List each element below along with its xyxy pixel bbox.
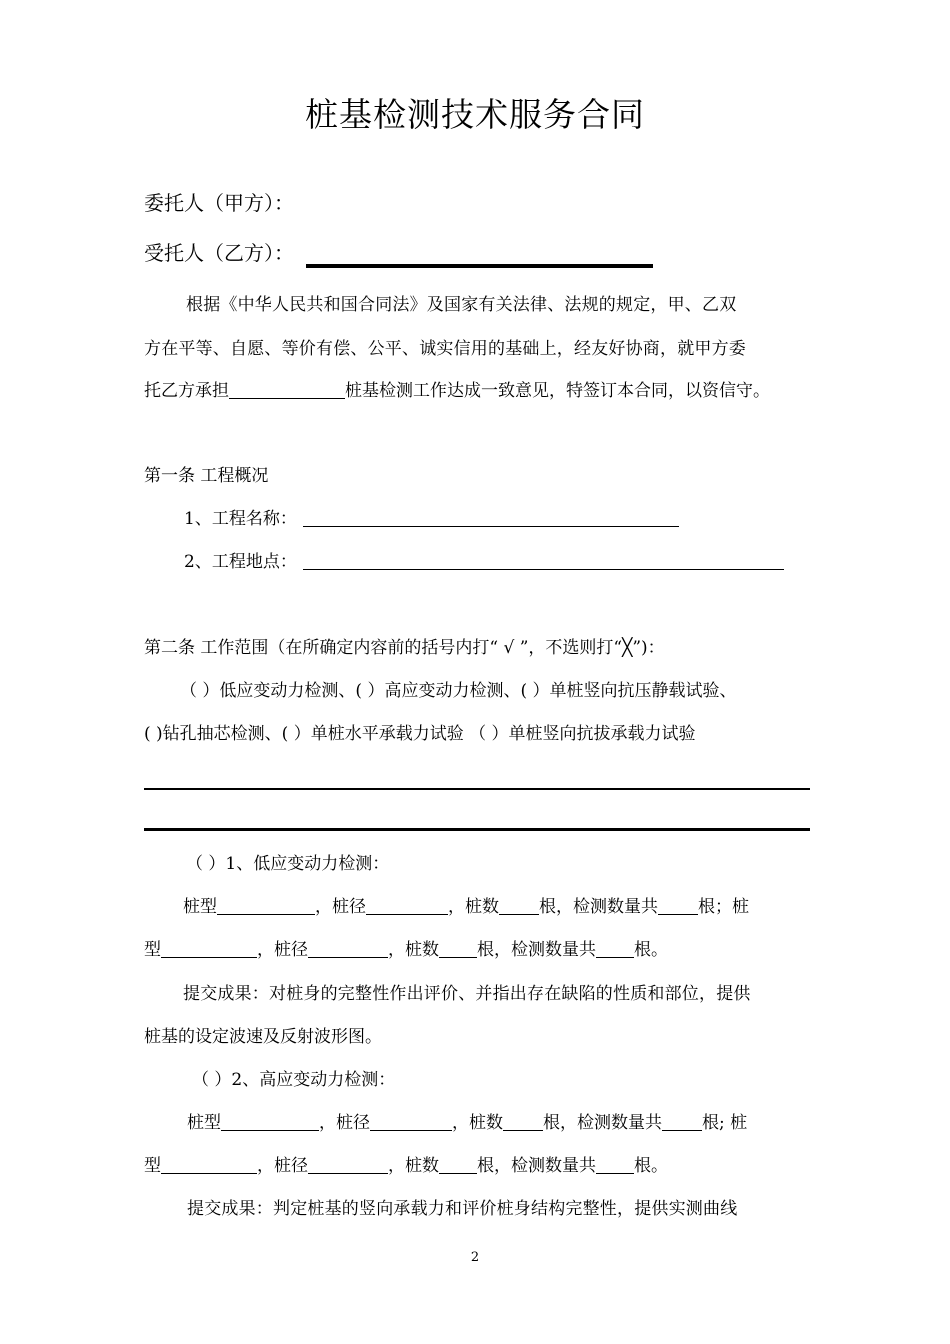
scope-options-line-1[interactable]: （ ）低应变动力检测、( ）高应变动力检测、( ）单桩竖向抗压静载试验、 bbox=[180, 681, 737, 701]
article2-heading: 第二条 工作范围（在所确定内容前的括号内打“ √ ”，不选则打“╳”)： bbox=[144, 638, 665, 658]
project-scope-blank[interactable] bbox=[229, 380, 345, 399]
row-end-label-4: 根。 bbox=[634, 1156, 668, 1176]
pile-diameter-field-2[interactable] bbox=[308, 939, 388, 958]
pile-diameter-label-2: ，桩径 bbox=[257, 940, 308, 960]
page-number: 2 bbox=[470, 1250, 480, 1265]
pile-count-field-4[interactable] bbox=[439, 1155, 477, 1174]
test-quantity-label-2: 根，检测数量共 bbox=[477, 940, 596, 960]
test-quantity-label-4: 根，检测数量共 bbox=[477, 1156, 596, 1176]
pile-diameter-field-3[interactable] bbox=[370, 1112, 452, 1131]
section1-row-1 bbox=[183, 896, 749, 918]
pile-type-label-3: 桩型 bbox=[187, 1113, 221, 1133]
pile-count-field[interactable] bbox=[499, 896, 539, 915]
preamble-line-1: 根据《中华人民共和国合同法》及国家有关法律、法规的规定，甲、乙双 bbox=[186, 295, 737, 315]
pile-type-label-4: 型 bbox=[144, 1156, 161, 1176]
test-quantity-field-2[interactable] bbox=[596, 939, 634, 958]
pile-diameter-label-3: ，桩径 bbox=[319, 1113, 370, 1133]
pile-diameter-label: ，桩径 bbox=[315, 897, 366, 917]
pile-count-label-2: ，桩数 bbox=[388, 940, 439, 960]
contractor-label: 受托人（乙方）： bbox=[144, 241, 294, 265]
test-quantity-label-3: 根，检测数量共 bbox=[543, 1113, 662, 1133]
pile-type-field[interactable] bbox=[217, 896, 315, 915]
section2-result-line-1: 提交成果：判定桩基的竖向承载力和评价桩身结构完整性，提供实测曲线 bbox=[187, 1199, 738, 1219]
project-location-line bbox=[184, 551, 784, 573]
pile-diameter-field[interactable] bbox=[366, 896, 448, 915]
scope-options-line-2[interactable]: ( )钻孔抽芯检测、( ）单桩水平承载力试验 （ ）单桩竖向抗拔承载力试验 bbox=[144, 724, 696, 744]
section1-result-line-1: 提交成果：对桩身的完整性作出评价、并指出存在缺陷的性质和部位，提供 bbox=[183, 984, 751, 1004]
preamble-line-3-end: 桩基检测工作达成一致意见，特签订本合同，以资信守。 bbox=[345, 381, 770, 401]
pile-type-field-3[interactable] bbox=[221, 1112, 319, 1131]
contractor-blank[interactable] bbox=[306, 242, 653, 268]
scope-blank-line-1[interactable] bbox=[144, 788, 810, 790]
pile-type-label-2: 型 bbox=[144, 940, 161, 960]
project-name-line bbox=[184, 508, 679, 530]
project-name-field[interactable] bbox=[303, 508, 679, 527]
pile-diameter-label-4: ，桩径 bbox=[257, 1156, 308, 1176]
pile-count-field-2[interactable] bbox=[439, 939, 477, 958]
next-pile-label: 根；桩 bbox=[698, 897, 749, 917]
preamble-line-3 bbox=[144, 380, 770, 402]
pile-type-field-2[interactable] bbox=[161, 939, 257, 958]
client-line bbox=[144, 190, 294, 216]
contractor-line bbox=[144, 240, 653, 268]
next-pile-label-3: 根; 桩 bbox=[702, 1113, 748, 1133]
project-location-field[interactable] bbox=[303, 551, 784, 570]
project-location-label: 2、工程地点： bbox=[184, 552, 297, 572]
pile-diameter-field-4[interactable] bbox=[308, 1155, 388, 1174]
scope-blank-line-2[interactable] bbox=[144, 828, 810, 831]
test-quantity-field-4[interactable] bbox=[596, 1155, 634, 1174]
client-label: 委托人（甲方）： bbox=[144, 191, 294, 215]
project-name-label: 1、工程名称： bbox=[184, 509, 297, 529]
pile-count-label-3: ，桩数 bbox=[452, 1113, 503, 1133]
section2-heading: （ ）2、高应变动力检测： bbox=[192, 1070, 396, 1090]
document-title: 桩基检测技术服务合同 bbox=[305, 95, 645, 134]
pile-count-label-4: ，桩数 bbox=[388, 1156, 439, 1176]
pile-count-field-3[interactable] bbox=[503, 1112, 543, 1131]
section1-row-2 bbox=[144, 939, 668, 961]
section1-result-line-2: 桩基的设定波速及反射波形图。 bbox=[144, 1027, 382, 1047]
preamble-line-2: 方在平等、自愿、等价有偿、公平、诚实信用的基础上，经友好协商，就甲方委 bbox=[144, 339, 746, 359]
section2-row-1 bbox=[187, 1112, 747, 1134]
section2-row-2 bbox=[144, 1155, 668, 1177]
row-end-label: 根。 bbox=[634, 940, 668, 960]
pile-type-field-4[interactable] bbox=[161, 1155, 257, 1174]
test-quantity-label: 根，检测数量共 bbox=[539, 897, 658, 917]
pile-count-label: ，桩数 bbox=[448, 897, 499, 917]
test-quantity-field[interactable] bbox=[658, 896, 698, 915]
pile-type-label: 桩型 bbox=[183, 897, 217, 917]
test-quantity-field-3[interactable] bbox=[662, 1112, 702, 1131]
section1-heading: （ ）1、低应变动力检测： bbox=[186, 854, 390, 874]
preamble-line-3-start: 托乙方承担 bbox=[144, 381, 229, 401]
article1-heading: 第一条 工程概况 bbox=[144, 466, 269, 486]
